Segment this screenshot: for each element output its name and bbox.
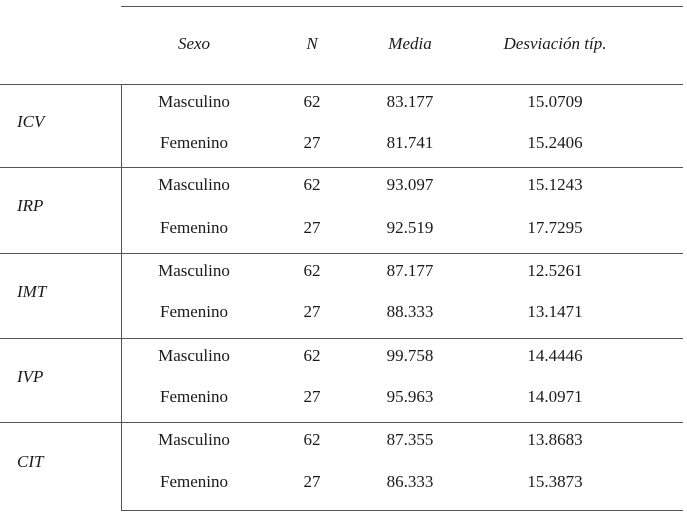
cell-sexo: Masculino (158, 346, 230, 365)
cell-n: 27 (303, 472, 321, 491)
cell-media: 95.963 (386, 387, 434, 406)
cell-n: 27 (303, 218, 321, 237)
table-row (0, 259, 687, 283)
cell-sd: 15.0709 (527, 92, 583, 111)
cell-sexo: Masculino (158, 261, 230, 280)
table-row (0, 90, 687, 114)
cell-sd: 15.3873 (527, 472, 583, 491)
cell-media: 99.758 (386, 346, 434, 365)
bottom-rule (121, 510, 683, 511)
cell-n: 62 (303, 261, 321, 280)
group-label: ICV (17, 112, 45, 131)
cell-sd: 13.1471 (527, 302, 583, 321)
cell-n: 27 (303, 387, 321, 406)
table-row (0, 300, 687, 324)
header-n: N (306, 34, 318, 53)
table-row (0, 173, 687, 197)
cell-media: 93.097 (386, 175, 434, 194)
cell-media: 83.177 (386, 92, 434, 111)
cell-sd: 14.0971 (527, 387, 583, 406)
group-rule (0, 338, 683, 339)
cell-sexo: Femenino (160, 133, 228, 152)
group-rule (0, 84, 683, 85)
cell-sd: 15.1243 (527, 175, 583, 194)
cell-n: 62 (303, 346, 321, 365)
cell-n: 27 (303, 133, 321, 152)
cell-media: 87.177 (386, 261, 434, 280)
cell-sd: 17.7295 (527, 218, 583, 237)
cell-sexo: Masculino (158, 175, 230, 194)
cell-sexo: Femenino (160, 218, 228, 237)
group-label: IRP (17, 196, 44, 215)
cell-sexo: Femenino (160, 387, 228, 406)
cell-sd: 13.8683 (527, 430, 583, 449)
header-sexo: Sexo (177, 34, 211, 53)
cell-n: 62 (303, 92, 321, 111)
table-row (0, 428, 687, 452)
table-row (0, 470, 687, 494)
table-row (0, 216, 687, 240)
cell-sd: 12.5261 (527, 261, 583, 280)
cell-sexo: Femenino (160, 472, 228, 491)
cell-sexo: Masculino (158, 92, 230, 111)
group-label: IVP (17, 367, 44, 386)
cell-media: 86.333 (386, 472, 434, 491)
table-row (0, 131, 687, 155)
cell-n: 62 (303, 430, 321, 449)
group-rule (0, 253, 683, 254)
cell-media: 88.333 (386, 302, 434, 321)
group-rule (0, 167, 683, 168)
table-row (0, 344, 687, 368)
top-rule (121, 6, 683, 7)
cell-n: 62 (303, 175, 321, 194)
header-desviacion: Desviación típ. (503, 34, 607, 53)
header-media: Media (388, 34, 432, 53)
cell-media: 81.741 (386, 133, 434, 152)
group-rule (0, 422, 683, 423)
cell-media: 92.519 (386, 218, 434, 237)
cell-sexo: Masculino (158, 430, 230, 449)
cell-n: 27 (303, 302, 321, 321)
cell-sexo: Femenino (160, 302, 228, 321)
table-row (0, 385, 687, 409)
group-label: IMT (17, 282, 47, 301)
group-label: CIT (17, 452, 44, 471)
cell-media: 87.355 (386, 430, 434, 449)
cell-sd: 14.4446 (527, 346, 583, 365)
cell-sd: 15.2406 (527, 133, 583, 152)
